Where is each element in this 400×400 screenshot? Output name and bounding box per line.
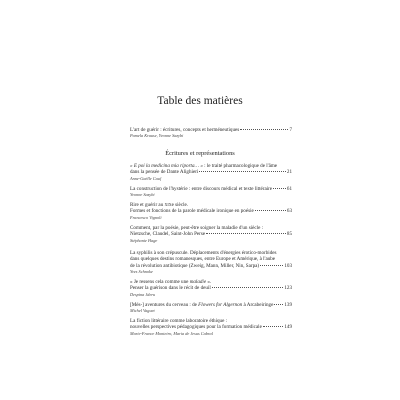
leader-dots [240, 129, 288, 130]
toc-entry[interactable] [130, 279, 292, 297]
entry-author: Marie-France Monteiro, Maria de Jesus Cabral [130, 330, 213, 336]
leader-dots [273, 188, 286, 189]
entry-title: La syphilis à son crépuscule. Déplacements d'énergies érotico-morbides [130, 250, 277, 256]
entry-title-cont: dans quelques destins romanesques, entre Europe et Amérique, à l'aube [130, 256, 276, 263]
toc-entry[interactable] [130, 302, 292, 314]
toc-entry[interactable] [130, 163, 292, 181]
entry-author: Francesco Vignoli [130, 214, 162, 220]
entry-title: « Je ressens cela comme une [130, 279, 190, 285]
leader-dots [212, 287, 284, 288]
page-number: 63 [286, 208, 292, 215]
page-number: 7 [289, 127, 292, 133]
entry-author: Yves Schnoke [130, 268, 153, 274]
entry-title-italic: Flowers for Algernon [198, 302, 243, 308]
page-number: 149 [284, 324, 292, 331]
entry-title-suffix: ». [206, 279, 212, 285]
entry-author: Michel Vaguet [130, 308, 155, 314]
entry-title: Rire et guérir au [130, 202, 165, 208]
page-number: 123 [284, 285, 292, 292]
entry-author: Pamela Krause, Yvonne Sazybi [130, 133, 184, 139]
toc-entry[interactable] [130, 186, 292, 198]
entry-title: La fiction littéraire comme laboratoire éthique : [130, 318, 228, 324]
toc-entry[interactable] [130, 225, 292, 243]
entry-title-suffix: à Arcabeiringe [242, 302, 274, 308]
page-title: Table des matières [157, 95, 243, 107]
page-number: 103 [284, 262, 292, 269]
entry-author: Despina Jderu [130, 291, 156, 297]
entry-title-cont: nouvelles perspectives pédagogiques pour la formation médicale [130, 324, 262, 331]
page-number: 21 [286, 169, 292, 176]
entry-title-cont: Penser la guérison dans le récit de deuil [130, 285, 211, 292]
entry-author: Stéphanie Hage [130, 237, 158, 243]
entry-title-cont: dans la pensée de Dante Alighieri [130, 169, 199, 176]
entry-title-suffix: e siècle. [171, 202, 189, 208]
page-number: 139 [284, 302, 292, 308]
toc-entry-intro[interactable] [130, 127, 292, 139]
entry-title-cont: Formes et fonctions de la parole médicale ironique en poésie [130, 208, 254, 215]
century-numeral: xix [164, 202, 172, 208]
entry-title-italic: maladie [189, 279, 207, 285]
section-heading: Écritures et représentations [165, 150, 235, 157]
page-number: 61 [286, 186, 292, 192]
entry-author: Anne-Gaëlle Cauf [130, 175, 162, 181]
entry-title: [Més-] aventures du cerveau : de [130, 302, 199, 308]
leader-dots [263, 326, 284, 327]
toc-entry[interactable] [130, 250, 292, 274]
leader-dots [260, 265, 283, 266]
entry-title: Comment, par la poésie, peut-être soigner la maladie d'un siècle : [130, 225, 264, 231]
leader-dots [206, 233, 286, 234]
entry-title-cont: de la révolution antibiotique (Zweig, Mann, Miller, Nin, Sarpa) [130, 262, 260, 269]
entry-author: Yvonne Sazybi [130, 192, 155, 198]
entry-title-cont: Nietzsche, Claudel, Saint-John Perse [130, 231, 206, 238]
leader-dots [274, 304, 283, 305]
entry-title: : le traité pharmacologique de l'âme [202, 163, 278, 169]
entry-title: La construction de l'hystérie : entre discours médical et texte littéraire [130, 186, 273, 192]
page-number: 85 [286, 231, 292, 238]
toc-entry[interactable] [130, 202, 292, 220]
leader-dots [199, 171, 286, 172]
toc-entry[interactable] [130, 318, 292, 336]
leader-dots [255, 210, 286, 211]
entry-title: L'art de guérir : écritures, concepts et herméneutiques [130, 127, 240, 133]
entry-title-italic: « E poi la medicina mia riporta… » [130, 163, 203, 169]
